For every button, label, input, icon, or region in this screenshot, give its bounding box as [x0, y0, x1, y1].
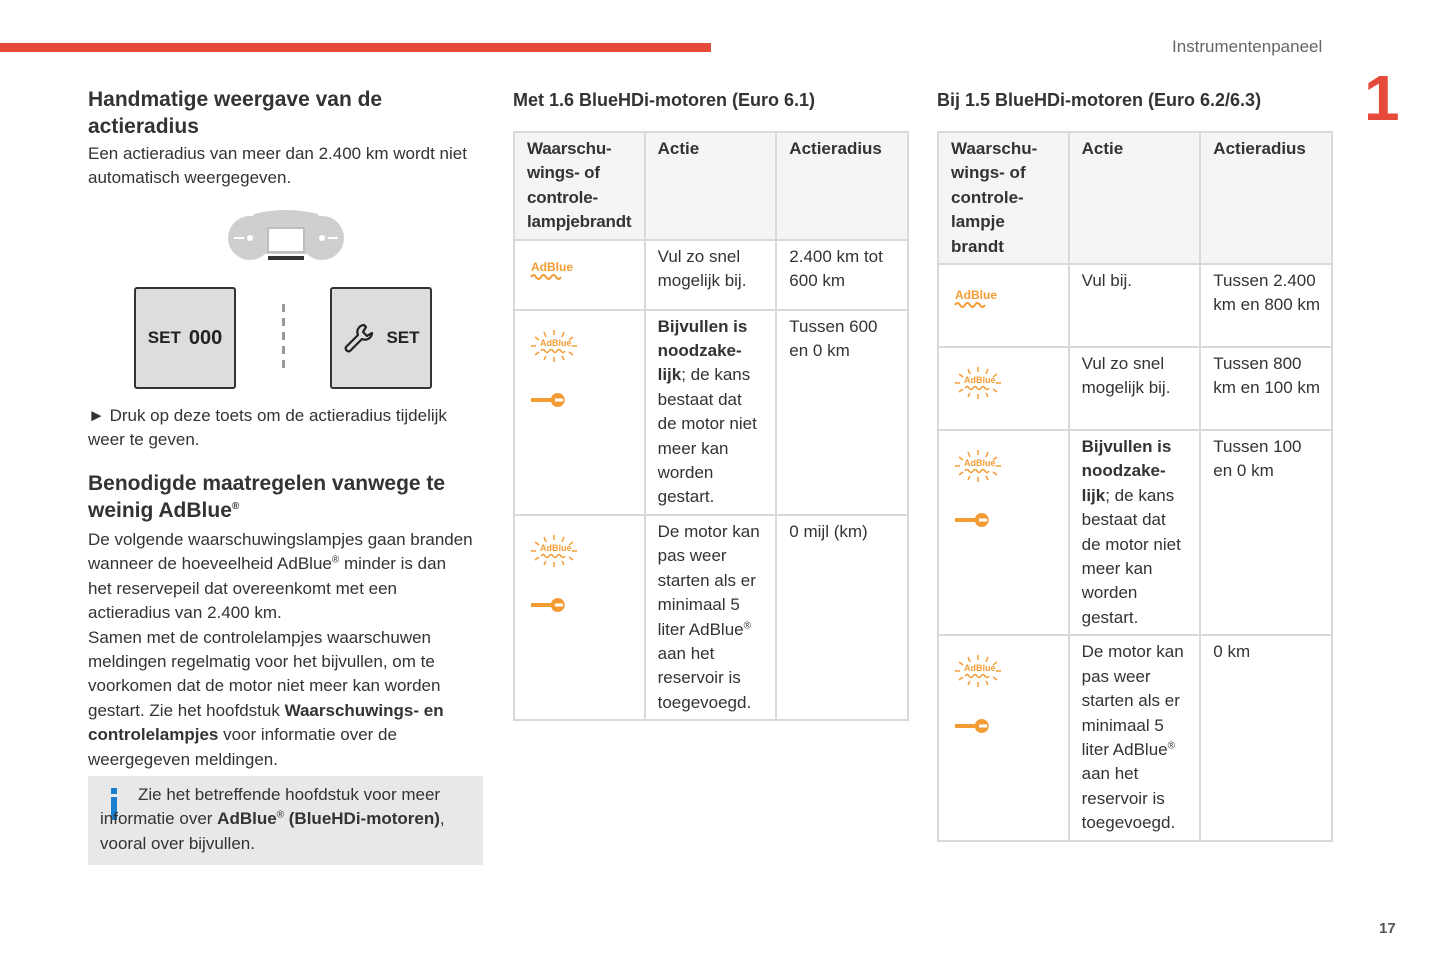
- adblue-icon: [529, 259, 573, 283]
- svg-text:AdBlue: AdBlue: [955, 288, 997, 303]
- info-box: [88, 776, 483, 865]
- paragraph-warning-lamps: De volgende waarschuwingslampjes gaan branden wanneer de hoeveelheid AdBlue® minder is dan het reservepeil dat overeenkomt met een actieradius van 2.400 km. Samen met de controlelampjes waarschuwen meldingen regelmatig voor het bijvullen, om te voorkomen dat de motor niet meer kan worden gestart. Zie het hoofdstuk Waarschuwings- en controlelampjes voor informatie over de weergegeven meldingen.: [88, 530, 473, 769]
- svg-text:AdBlue: AdBlue: [540, 542, 572, 553]
- chapter-number: 1: [1364, 62, 1400, 134]
- page-number: 17: [1379, 920, 1396, 937]
- counter-digits: 000: [188, 326, 223, 349]
- table1-title: Met 1.6 BlueHDi-motoren (Euro 6.1): [513, 90, 816, 110]
- svg-text:AdBlue: AdBlue: [964, 458, 996, 469]
- adblue-flashing-icon: [529, 329, 579, 363]
- set-button-display[interactable]: [134, 287, 236, 389]
- wrench-service-icon: [529, 390, 565, 410]
- wrench-service-icon: [953, 716, 989, 736]
- heading-adblue-measures: Benodigde maatregelen vanwege te weinig AdBlue®: [88, 472, 446, 522]
- set-label: SET: [147, 328, 181, 347]
- table1-header-range: Actieradius: [776, 132, 908, 240]
- table-row: AdBlue Bijvullen is noodzake-lijk; de kans bestaat dat de motor niet meer kan worden gestart. Tussen 600 en 0 km: [514, 310, 908, 515]
- table2-title: Bij 1.5 BlueHDi-motoren (Euro 6.2/6.3): [937, 90, 1262, 110]
- bullet-press-button: ► Druk op deze toets om de actieradius tijdelijk weer te geven.: [88, 406, 447, 450]
- table1-header-row: [514, 132, 908, 240]
- table-row: AdBlue Bijvullen is noodzake-lijk; de kans bestaat dat de motor niet meer kan worden gestart. Tussen 100 en 0 km: [938, 430, 1332, 635]
- heading-manual-range: Handmatige weergave van de actieradius: [88, 88, 383, 138]
- svg-text:AdBlue: AdBlue: [964, 375, 996, 386]
- dashboard-illustration: [220, 208, 352, 264]
- table-row: AdBlue Vul zo snel mogelijk bij. 2.400 km tot 600 km: [514, 240, 908, 310]
- table-row: AdBlue De motor kan pas weer starten als er minimaal 5 liter AdBlue® aan het reservoir is toegevoegd. 0 mijl (km): [514, 515, 908, 720]
- table2-header-row: [938, 132, 1332, 264]
- svg-text:AdBlue: AdBlue: [964, 663, 996, 674]
- adblue-flashing-icon: [953, 449, 1003, 483]
- adblue-flashing-icon: [953, 654, 1003, 688]
- table-row: AdBlue De motor kan pas weer starten als er minimaal 5 liter AdBlue® aan het reservoir is toegevoegd. 0 km: [938, 635, 1332, 840]
- table1: [513, 131, 909, 721]
- section-title: Instrumentenpaneel: [1172, 37, 1323, 56]
- wrench-service-icon: [953, 510, 989, 530]
- adblue-flashing-icon: [529, 534, 579, 568]
- table2-header-lamp: Waarschu-wings- of controle-lampje brandt: [938, 132, 1069, 264]
- table2-header-range: Actieradius: [1200, 132, 1332, 264]
- wrench-icon: [342, 322, 374, 354]
- table-row: AdBlue Vul bij. Tussen 2.400 km en 800 km: [938, 264, 1332, 347]
- paragraph-range-not-shown: Een actieradius van meer dan 2.400 km wordt niet automatisch weergegeven.: [88, 144, 467, 188]
- table-row: AdBlue Vul zo snel mogelijk bij. Tussen 800 km en 100 km: [938, 347, 1332, 430]
- set-label-2: SET: [386, 328, 420, 347]
- table2: [937, 131, 1333, 842]
- svg-text:AdBlue: AdBlue: [540, 337, 572, 348]
- svg-text:AdBlue: AdBlue: [531, 259, 573, 274]
- table1-header-lamp: Waarschu-wings- of controle-lampjebrandt: [514, 132, 645, 240]
- bullet-arrow-icon: ►: [88, 406, 105, 425]
- adblue-flashing-icon: [953, 366, 1003, 400]
- table2-header-action: Actie: [1069, 132, 1201, 264]
- wrench-service-icon: [529, 595, 565, 615]
- table1-header-action: Actie: [645, 132, 777, 240]
- top-accent-bar: [0, 43, 711, 52]
- wrench-set-button[interactable]: [330, 287, 432, 389]
- info-text: Zie het betreffende hoofdstuk voor meer informatie over AdBlue® (BlueHDi-motoren), vooral over bijvullen.: [100, 785, 445, 853]
- separator-dashes: [282, 304, 285, 374]
- adblue-icon: [953, 287, 997, 311]
- left-column: [88, 86, 483, 191]
